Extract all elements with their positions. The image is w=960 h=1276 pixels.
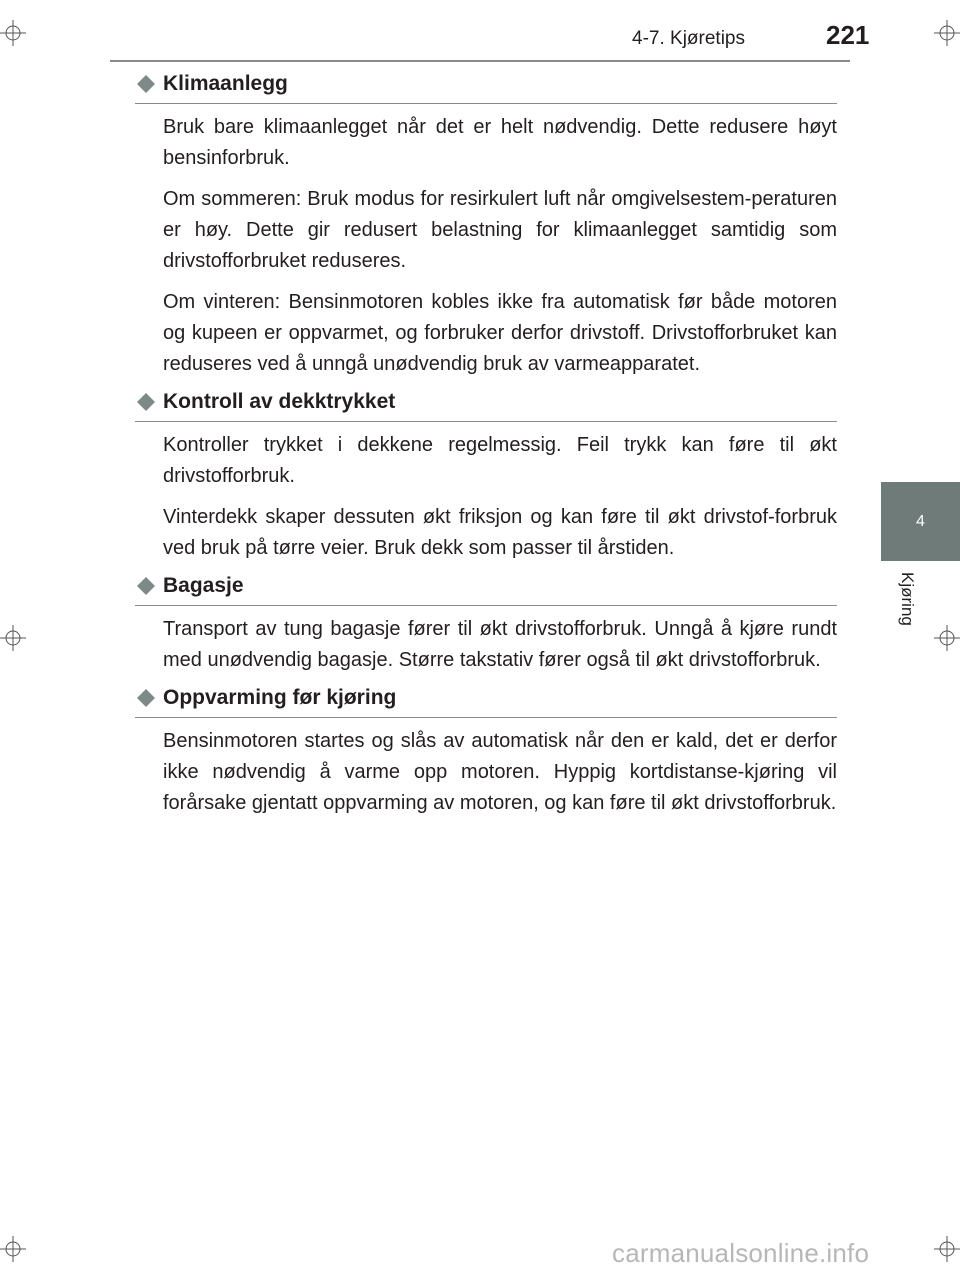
paragraph: Bensinmotoren startes og slås av automatisk når den er kald, det er derfor ikke nødvendig å varme opp motoren. Hyppig kortdistanse-kjøring vil forårsake gjentatt oppvarming av motoren, og kan føre til økt drivstofforbruk. [163, 730, 837, 814]
section-divider [135, 605, 837, 606]
section-title: Bagasje [163, 574, 244, 597]
diamond-bullet-icon [137, 393, 155, 411]
section-divider [135, 717, 837, 718]
section-divider [135, 103, 837, 104]
page-number: 221 [826, 20, 870, 50]
section-heading [135, 574, 837, 604]
diamond-bullet-icon [137, 75, 155, 93]
section-tire-pressure [135, 390, 837, 564]
paragraph: Kontroller trykket i dekkene regelmessig. Feil trykk kan føre til økt drivstofforbruk. [163, 434, 837, 487]
diamond-bullet-icon [137, 689, 155, 707]
crop-mark-bottom-left [0, 1236, 26, 1262]
section-heading [135, 390, 837, 420]
section-heading [135, 686, 837, 716]
paragraph: Om vinteren: Bensinmotoren kobles ikke fra automatisk før både motoren og kupeen er oppvarmet, og forbruker derfor drivstoff. Drivstofforbruket kan reduseres ved å unngå unødvendig bruk av varmeapparatet. [163, 291, 837, 375]
crop-mark-top-left [0, 20, 26, 46]
crop-mark-mid-left [0, 625, 26, 651]
chapter-tab [881, 482, 960, 561]
watermark: carmanualsonline.info [612, 1238, 870, 1268]
section-divider [135, 421, 837, 422]
section-heading [135, 72, 837, 102]
crop-mark-mid-right [934, 625, 960, 651]
crop-mark-top-right [934, 20, 960, 46]
header-divider [110, 60, 850, 62]
crop-mark-bottom-right [934, 1236, 960, 1262]
chapter-tab-number: 4 [916, 512, 925, 530]
section-title: Klimaanlegg [163, 72, 288, 95]
chapter-tab-label: Kjøring [898, 572, 917, 626]
section-title: Oppvarming før kjøring [163, 686, 397, 709]
section-warmup [135, 686, 837, 819]
section-luggage [135, 574, 837, 676]
paragraph: Vinterdekk skaper dessuten økt friksjon og kan føre til økt drivstof-forbruk ved bruk på tørre veier. Bruk dekk som passer til årstiden. [163, 506, 837, 559]
paragraph: Om sommeren: Bruk modus for resirkulert luft når omgivelsestem-peraturen er høy. Dette gir redusert belastning for klimaanlegget samtidig som drivstofforbruket reduseres. [163, 188, 837, 272]
section-title: Kontroll av dekktrykket [163, 390, 396, 413]
paragraph: Bruk bare klimaanlegget når det er helt nødvendig. Dette redusere høyt bensinforbruk. [163, 116, 837, 169]
page-content [135, 72, 837, 829]
paragraph: Transport av tung bagasje fører til økt drivstofforbruk. Unngå å kjøre rundt med unødvendig bagasje. Større takstativ fører også til økt drivstofforbruk. [163, 618, 837, 671]
header-section-title: 4-7. Kjøretips [632, 28, 745, 49]
section-climate [135, 72, 837, 380]
diamond-bullet-icon [137, 577, 155, 595]
